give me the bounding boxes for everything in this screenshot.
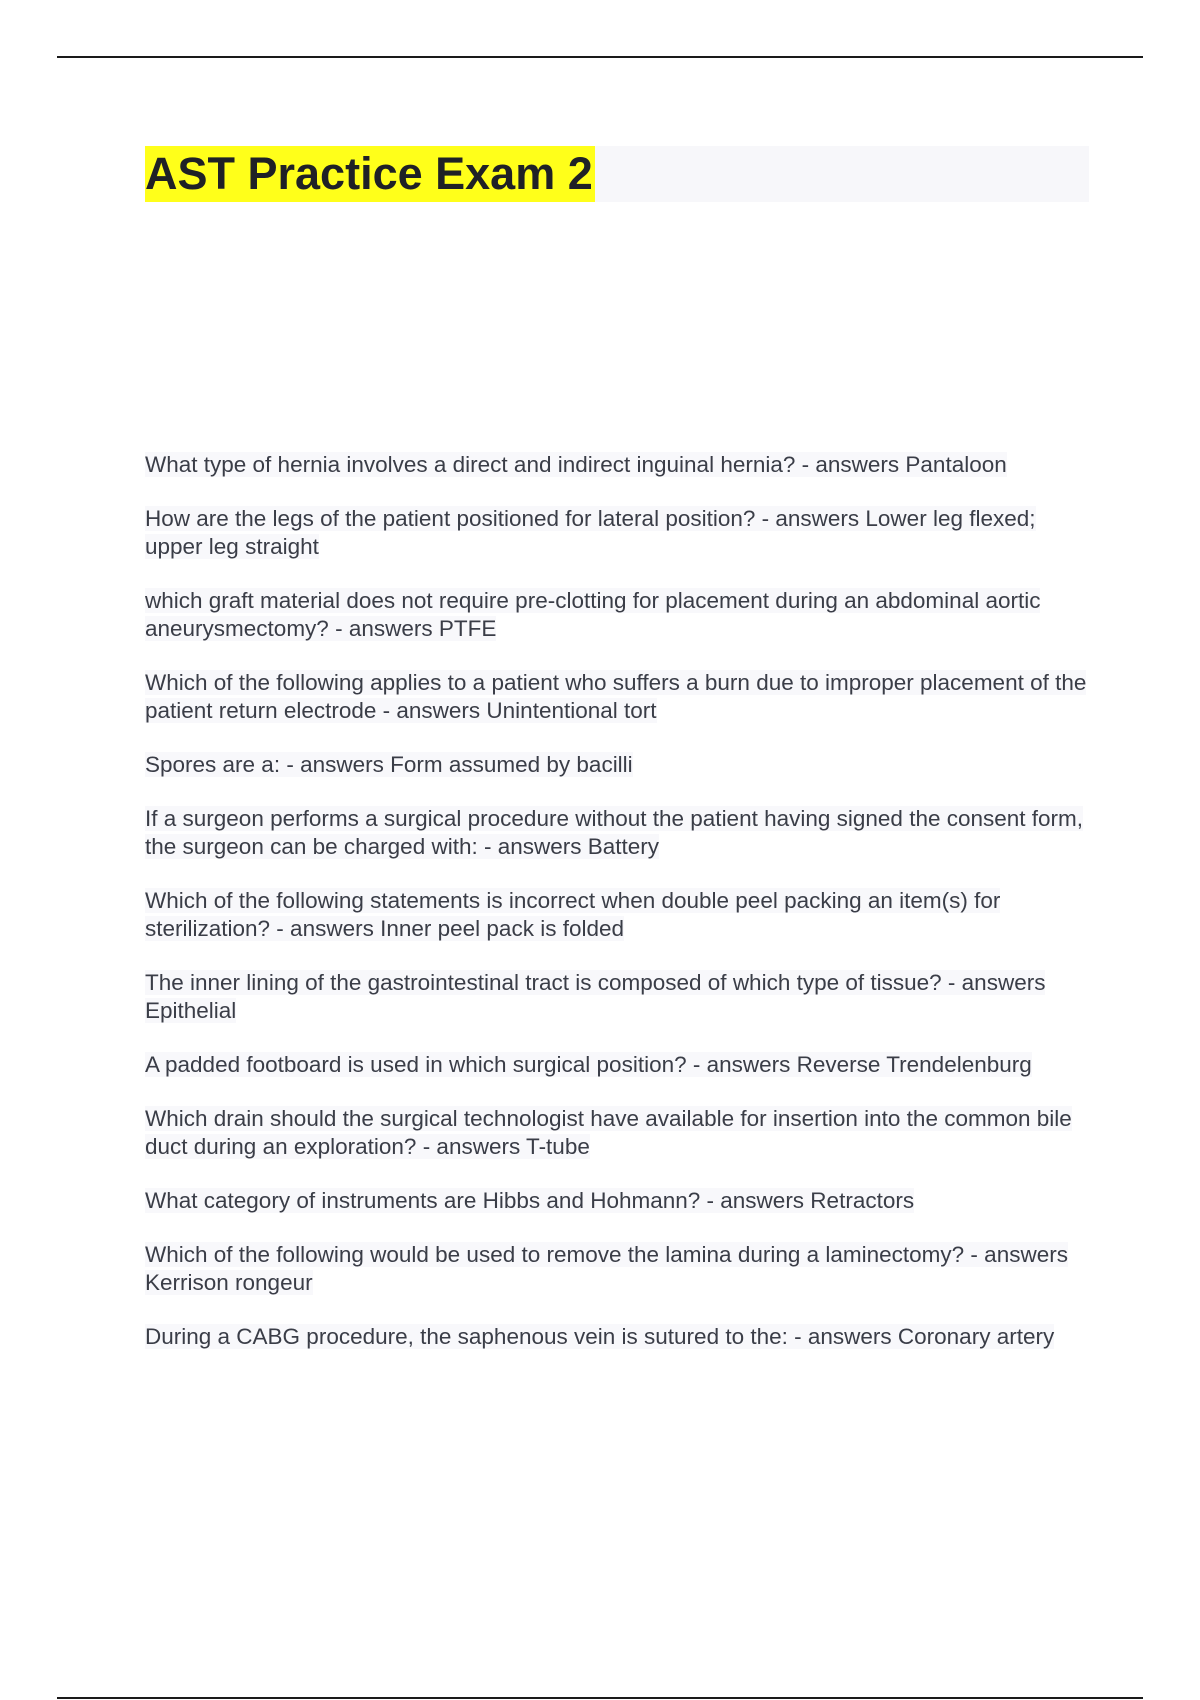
qa-item	[145, 1105, 1090, 1161]
qa-text: What category of instruments are Hibbs and Hohmann? - answers Retractors	[145, 1188, 915, 1213]
qa-item	[145, 1323, 1090, 1351]
qa-item	[145, 751, 1090, 779]
qa-text: Which drain should the surgical technologist have available for insertion into the common bile duct during an exploration? - answers T-tube	[145, 1106, 1072, 1159]
qa-text: What type of hernia involves a direct and indirect inguinal hernia? - answers Pantaloon	[145, 452, 1007, 477]
qa-item	[145, 451, 1090, 479]
qa-item	[145, 505, 1090, 561]
qa-text: If a surgeon performs a surgical procedure without the patient having signed the consent form, the surgeon can be charged with: - answers Battery	[145, 806, 1084, 859]
qa-item	[145, 1241, 1090, 1297]
qa-item	[145, 887, 1090, 943]
qa-text: Which of the following applies to a patient who suffers a burn due to improper placement of the patient return electrode - answers Unintentional tort	[145, 670, 1087, 723]
qa-item	[145, 1051, 1090, 1079]
qa-item	[145, 969, 1090, 1025]
qa-text: During a CABG procedure, the saphenous vein is sutured to the: - answers Coronary artery	[145, 1324, 1055, 1349]
qa-item	[145, 805, 1090, 861]
qa-item	[145, 587, 1090, 643]
qa-text: A padded footboard is used in which surgical position? - answers Reverse Trendelenburg	[145, 1052, 1032, 1077]
top-rule	[57, 56, 1143, 58]
qa-text: The inner lining of the gastrointestinal tract is composed of which type of tissue? - answers Epithelial	[145, 970, 1046, 1023]
qa-text: Which of the following would be used to remove the lamina during a laminectomy? - answers Kerrison rongeur	[145, 1242, 1068, 1295]
qa-item	[145, 1187, 1090, 1215]
page-title: AST Practice Exam 2	[145, 146, 595, 202]
qa-text: Which of the following statements is incorrect when double peel packing an item(s) for sterilization? - answers Inner peel pack is folded	[145, 888, 1001, 941]
qa-text: How are the legs of the patient positioned for lateral position? - answers Lower leg flexed; upper leg straight	[145, 506, 1036, 559]
bottom-rule	[57, 1697, 1143, 1699]
qa-text: Spores are a: - answers Form assumed by bacilli	[145, 752, 633, 777]
qa-list	[145, 451, 1090, 1377]
qa-item	[145, 669, 1090, 725]
qa-text: which graft material does not require pre-clotting for placement during an abdominal aortic aneurysmectomy? - answers PTFE	[145, 588, 1041, 641]
